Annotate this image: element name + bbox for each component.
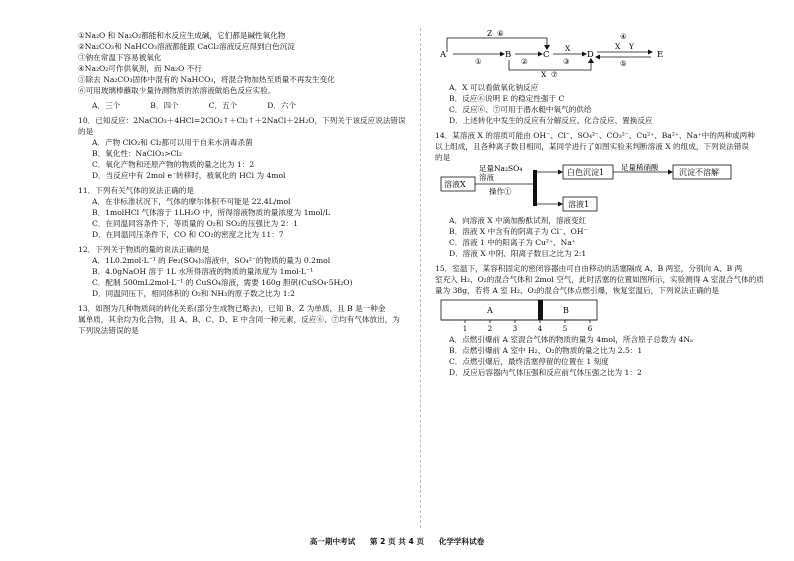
q11-option-c[interactable]: C．在同温同容条件下，等质量的 O₂和 SO₂的压强比为 2：1 [92, 219, 298, 228]
q10-option-d[interactable]: D．当反应中有 2mol e⁻转移时，被氧化的 HCl 为 4mol [92, 171, 286, 180]
q14-stem-cont: 的是 [435, 153, 451, 162]
q12-option-c[interactable]: C．配制 500mL2mol·L⁻¹ 的 CuSO₄溶液，需要 160g 胆矾(CuSO₄·5H₂O) [92, 278, 353, 287]
q10-stem: 10．已知反应：2NaClO₃＋4HCl=2ClO₂↑＋Cl₂↑＋2NaCl＋2H₂O，下列关于该反应说法错误 [78, 116, 406, 125]
label-x-de: X [615, 42, 621, 51]
q13-conversion-diagram [435, 30, 695, 78]
q9-option-d[interactable]: D．六个 [267, 101, 297, 110]
q10-stem-cont: 的是 [78, 127, 94, 136]
q10-option-a[interactable]: A．产物 ClO₂和 Cl₂都可以用于自来水消毒杀菌 [92, 138, 253, 147]
node-e: E [657, 50, 664, 60]
label-circle-7: ⑦ [551, 70, 558, 78]
q14-option-c[interactable]: C．溶液 1 中的阳离子为 Cu²⁺、Na⁺ [449, 238, 576, 247]
q13-option-c[interactable]: C．反应⑥、⑦可用于潜水艇中氧气的供给 [449, 105, 592, 114]
q9-option-a[interactable]: A．三个 [92, 101, 121, 110]
footer-subject: 化学学科试卷 [438, 537, 485, 546]
q14-flowchart [435, 163, 735, 215]
q12-stem: 12．下列关于物质的量的说法正确的是 [78, 245, 210, 254]
q15-option-d[interactable]: D．反应后容器内气体压强和反应前气体压强之比为 1：2 [449, 368, 642, 377]
q15-stem-cont: 室充入 H₂、O₂的混合气体和 2mol 空气，此时活塞的位置如图所示，实验测得 A 室混合气体的质 [435, 275, 764, 284]
tick-1: 1 [462, 325, 468, 333]
q15-option-b[interactable]: B．点燃引爆前 A 室中 H₂、O₂的物质的量之比为 2.5：1 [449, 346, 643, 355]
footer-page-number: 第 2 页 共 4 页 [369, 537, 425, 546]
q9-item: ①Na₂O 和 Na₂O₂都能和水反应生成碱，它们都是碱性氧化物 [78, 31, 286, 40]
label-circle-2: ② [521, 57, 528, 66]
q13-stem-cont: 下列说法错误的是 [78, 326, 139, 335]
q11-option-a[interactable]: A．在非标准状况下，气体的摩尔体积不可能是 22.4L/mol [92, 197, 291, 206]
left-column [78, 30, 408, 336]
operation-1: 操作① [489, 187, 512, 196]
q10-option-c[interactable]: C．氧化产物和还原产物的物质的量之比为 1：2 [92, 160, 255, 169]
label-circle-6: ⑥ [497, 30, 504, 38]
precipitate-result: 沉淀不溶解 [679, 168, 719, 177]
q15-option-a[interactable]: A．点燃引爆前 A 室混合气体的物质的量为 4mol，所含原子总数为 4Nₐ [449, 335, 693, 344]
column-divider [420, 28, 421, 528]
tick-3: 3 [512, 325, 518, 333]
q9-item: ③钠在常温下容易被氧化 [78, 53, 162, 62]
q11-stem: 11．下列有关气体的说法正确的是 [78, 186, 194, 195]
q13-option-d[interactable]: D．上述转化中发生的反应有分解反应、化合反应、置换反应 [449, 116, 653, 125]
q14-stem-cont: 以上组成，且各种离子数目相同，某同学进行了如图实验来判断溶液 X 的组成，下列说法错误 [435, 142, 749, 151]
q15-stem: 15．室温下，某容积固定的密闭容器由可自由移动的活塞隔成 A、B 两室，分别向 A、B 两 [435, 264, 743, 273]
q15-option-c[interactable]: C．点燃引爆后，最终活塞停留的位置在 1 刻度 [449, 357, 609, 366]
tick-4: 4 [537, 325, 543, 333]
q15-stem-cont: 量为 38g，若将 A 室 H₂、O₂的混合气体点燃引爆，恢复室温后，下列说法正确的是 [435, 286, 720, 295]
tick-5: 5 [562, 325, 568, 333]
piston [538, 300, 543, 320]
q14-option-b[interactable]: B．溶液 X 中含有的阴离子为 Cl⁻、OH⁻ [449, 227, 588, 236]
q12-option-b[interactable]: B．4.0gNaOH 溶于 1L 水所得溶液的物质的量浓度为 1mol·L⁻¹ [92, 267, 314, 276]
label-x-cd: X [565, 44, 571, 53]
label-circle-1: ① [475, 57, 482, 66]
filtrate-1: 溶液1 [568, 200, 590, 209]
q13-option-b[interactable]: B．反应⑥说明 E 的稳定性强于 C [449, 94, 565, 103]
label-circle-3: ③ [563, 57, 570, 66]
q9-option-c[interactable]: C．五个 [208, 101, 238, 110]
label-y-de: Y [629, 42, 634, 51]
tick-2: 2 [487, 325, 493, 333]
tick-6: 6 [587, 325, 593, 333]
q14-stem: 14．某溶液 X 的溶质可能由 OH⁻、Cl⁻、SO₄²⁻、CO₃²⁻、Cu²⁺、Ba²⁺、Na⁺中的两种或两种 [435, 131, 755, 140]
q13-option-a[interactable]: A．X 可以看做氧化钠反应 [449, 83, 539, 92]
label-x-bd: X [541, 70, 547, 78]
chamber-b-label: B [563, 306, 569, 315]
node-d: D [587, 50, 594, 60]
q9-option-b[interactable]: B．四个 [150, 101, 179, 110]
reagent-nitric-acid: 足量稀硝酸 [621, 163, 659, 172]
q11-option-d[interactable]: D．在同温同压条件下，CO 和 CO₂的密度之比为 11：7 [92, 230, 284, 239]
filter-bar [533, 170, 537, 206]
q15-container-diagram [435, 296, 635, 334]
right-column [435, 30, 765, 378]
node-a: A [440, 50, 447, 60]
q10-option-b[interactable]: B．氧化性：NaClO₃>Cl₂ [92, 149, 182, 158]
q13-stem-cont: 属单质，其余均为化合物，且 A、B、C、D、E 中含同一种元素，反应⑥、⑦均有气体放出，为 [78, 315, 400, 324]
q9-item: ④Na₂O₂可作供氧剂，而 Na₂O 不行 [78, 64, 202, 73]
q11-option-b[interactable]: B．1molHCl 气体溶于 1LH₂O 中，所得溶液物质的量浓度为 1mol/L [92, 208, 331, 217]
node-c: C [543, 50, 550, 60]
q9-item: ⑥可用玻璃棒蘸取少量待测物质的浓溶液做焰色反应实验。 [78, 86, 276, 95]
q12-option-a[interactable]: A．1L0.2mol·L⁻¹ 的 Fe₂(SO₄)₃溶液中，SO₄²⁻的物质的量为 0.2mol [92, 256, 331, 265]
node-b: B [505, 50, 512, 60]
q14-option-d[interactable]: D．溶液 X 中阴、阳离子数目之比为 2:1 [449, 249, 587, 258]
reagent-na2so4: 足量Na₂SO₄ [479, 164, 523, 173]
q9-item: ②Na₂CO₃和 NaHCO₃溶液都能跟 CaCl₂溶液反应得到白色沉淀 [78, 42, 295, 51]
reagent-solution: 溶液 [479, 173, 494, 182]
q12-option-d[interactable]: D．同温同压下，相同体积的 O₂和 NH₃的原子数之比为 1:2 [92, 289, 296, 298]
q9-options [78, 100, 408, 111]
page-footer [0, 536, 794, 547]
footer-course: 高一期中考试 [309, 537, 356, 546]
label-circle-5: ⑤ [620, 59, 627, 68]
q14-option-a[interactable]: A．向溶液 X 中滴加酚酞试剂，溶液变红 [449, 216, 587, 225]
label-z: Z [487, 30, 493, 38]
solution-x: 溶液X [444, 180, 466, 189]
q9-item: ⑤除去 Na₂CO₃固体中混有的 NaHCO₃，将混合物加热至质量不再发生变化 [78, 75, 335, 84]
label-circle-4: ④ [620, 32, 627, 41]
chamber-a-label: A [487, 306, 493, 315]
white-precipitate: 白色沉淀1 [567, 168, 605, 177]
q13-stem: 13．如图为几种物质间的转化关系(部分生成物已略去)，已知 B、Z 为单质，且 B 是一种金 [78, 304, 386, 313]
